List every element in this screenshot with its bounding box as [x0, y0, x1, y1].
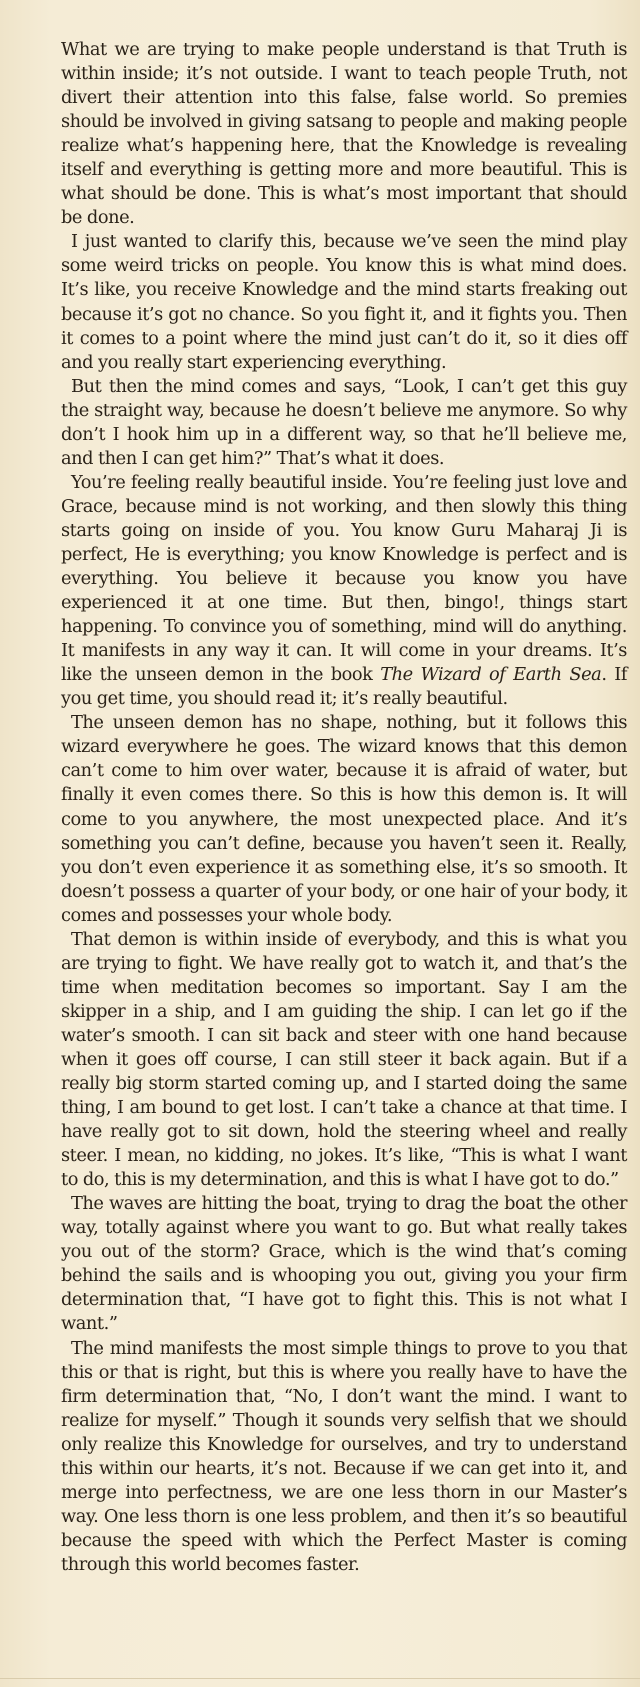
paragraph-1: What we are trying to make people understand is that Truth is within inside; it’s not outside. I want to teach people Truth, not divert their attention into this false, false world. So premies should be involved in giving satsang to people and making people realize what’s happening here, that the Knowledge is revealing itself and everything is getting more and more beautiful. This is what should be done. This is what’s most important that should be done.	[61, 39, 627, 229]
paragraph-3: But then the mind comes and says, “Look, I can’t get this guy the straight way, because he doesn’t believe me anymore. So why don’t I hook him up in a different way, so that he’ll believe me, and then I can get him?” That’s what it does.	[61, 375, 627, 469]
article-text	[61, 38, 627, 1577]
paragraph-8: The mind manifests the most simple things to prove to you that this or that is right, but this is where you really have to have the firm determination that, “No, I don’t want the mind. I want to realize for myself.” Though it sounds very selfish that we should only realize this Knowledge for ourselves, and try to understand this within our hearts, it’s not. Because if we can get into it, and merge into perfectness, we are one less thorn in our Master’s way. One less thorn is one less problem, and then it’s so beautiful because the speed with which the Perfect Master is coming through this world becomes faster.	[61, 1337, 627, 1575]
paragraph-2: I just wanted to clarify this, because we’ve seen the mind play some weird tricks on people. You know this is what mind does. It’s like, you receive Knowledge and the mind starts freaking out because it’s got no chance. So you fight it, and it fights you. Then it comes to a point where the mind just can’t do it, so it dies off and you really start experiencing everything.	[61, 231, 627, 373]
paragraph-4	[61, 471, 627, 711]
paragraph-5: The unseen demon has no shape, nothing, but it follows this wizard everywhere he goes. The wizard knows that this demon can’t come to him over water, because it is afraid of water, but finally it even comes there. So this is how this demon is. It will come to you anywhere, the most unexpected place. And it’s something you can’t define, because you haven’t seen it. Really, you don’t even experience it as something else, it’s so smooth. It doesn’t possess a quarter of your body, or one hair of your body, it comes and possesses your whole body.	[61, 712, 627, 926]
paragraph-7: The waves are hitting the boat, trying to drag the boat the other way, totally against where you want to go. But what really takes you out of the storm? Grace, which is the wind that’s coming behind the sails and is whooping you out, giving you your firm determination that, “I have got to fight this. This is not what I want.”	[61, 1193, 627, 1335]
page-bottom-edge	[0, 1678, 640, 1679]
paragraph-4-text-before: You’re feeling really beautiful inside. You’re feeling just love and Grace, because mind is not working, and then slowly this thing starts going on inside of you. You know Guru Maharaj Ji is perfect, He is everything; you know Knowledge is perfect and is everything. You believe it because you know you have experienced it at one time. But then, bingo!, things start happening. To convince you of something, mind will do anything. It manifests in any way it can. It will come in your dreams. It’s like the unseen demon in the book	[61, 471, 627, 686]
book-title: The Wizard of Earth Sea	[380, 664, 602, 686]
paragraph-4-text-after: . If you get time, you should read it; it’s really beautiful.	[61, 664, 627, 710]
paragraph-6: That demon is within inside of everybody, and this is what you are trying to fight. We have really got to watch it, and that’s the time when meditation becomes so important. Say I am the skipper in a ship, and I am guiding the ship. I can let go if the water’s smooth. I can sit back and steer with one hand because when it goes off course, I can still steer it back again. But if a really big storm started coming up, and I started doing the same thing, I am bound to get lost. I can’t take a chance at that time. I have really got to sit down, hold the steering wheel and really steer. I mean, no kidding, no jokes. It’s like, “This is what I want to do, this is my determination, and this is what I have got to do.”	[61, 928, 627, 1191]
